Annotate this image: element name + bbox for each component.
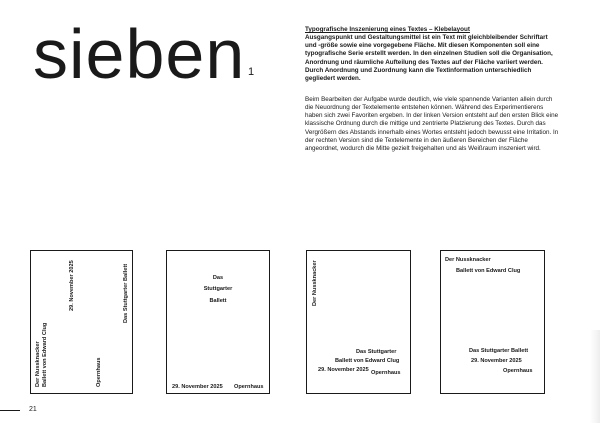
card3-venue: Opernhaus: [371, 370, 401, 376]
card3-subtitle: Ballett von Edward Clug: [335, 358, 400, 364]
card1-venue: Opernhaus: [96, 357, 102, 387]
intro-text: Ausgangspunkt und Gestaltungsmittel ist ein Text mit gleichbleibender Schriftart und -größe sowie eine vorgegebene Fläche. Mit diesen Komponenten soll eine typografische Serie erstellt werden. In den einzelnen Studien soll die Organisation, Anordnung und räumliche Aufteilung des Textes auf der Fläche variiert werden. Durch Anordnung und Zuordnung kann die Textinformation unterschiedlich gegliedert werden.: [305, 34, 553, 82]
intro-paragraph: [305, 26, 560, 83]
page-edge-shadow: [590, 330, 600, 423]
card4-subtitle: Ballett von Edward Clug: [456, 268, 521, 274]
card4-date: 29. November 2025: [471, 358, 522, 364]
card2-word-2: Stuttgarter: [203, 286, 233, 292]
card4-venue: Opernhaus: [503, 368, 533, 374]
intro-heading: Typografische Inszenierung eines Textes – Klebelayout: [305, 26, 470, 33]
card2-word-1: Das: [212, 275, 224, 281]
card2-date: 29. November 2025: [172, 384, 223, 390]
card2-word-3: Ballett: [209, 298, 227, 304]
card3-date: 29. November 2025: [318, 367, 369, 373]
card1-subtitle: Ballett von Edward Clug: [42, 322, 48, 387]
title-number: 1: [248, 66, 255, 78]
card1-date: 29. November 2025: [69, 260, 75, 311]
layout-card-2: [166, 250, 270, 394]
layout-card-4: [440, 250, 545, 394]
card4-company: Das Stuttgarter Ballett: [469, 348, 529, 354]
card3-title: Der Nussknacker: [312, 260, 318, 306]
card1-company: Das Stuttgarter Ballett: [123, 263, 129, 323]
card2-venue: Opernhaus: [234, 384, 264, 390]
card4-title: Der Nussknacker: [445, 257, 491, 263]
page-number-rule: [0, 410, 20, 411]
page-number: 21: [29, 406, 37, 413]
card1-title: Der Nussknacker: [35, 341, 41, 387]
layout-card-3: [306, 250, 411, 394]
card3-company: Das Stuttgarter: [356, 349, 397, 355]
page-title: sieben: [33, 15, 246, 93]
layout-card-1: [30, 250, 133, 394]
body-paragraph: Beim Bearbeiten der Aufgabe wurde deutlich, wie viele spannende Varianten allein durch die Neuordnung der Textelemente entstehen können. Während des Experimentierens haben sich zwei Favoriten ergeben. In der linken Version entsteht auf den ersten Blick eine klassische Ordnung durch die mittige und zentrierte Platzierung des Textes. Durch das Vergrößern des Abstands innerhalb eines Wortes entsteht jedoch bewusst eine Irritation. In der rechten Version sind die Textelemente in den äußeren Bereichen der Fläche angeordnet, wodurch die Mitte gezielt freigehalten und als Weißraum inszeniert wird.: [305, 96, 559, 152]
